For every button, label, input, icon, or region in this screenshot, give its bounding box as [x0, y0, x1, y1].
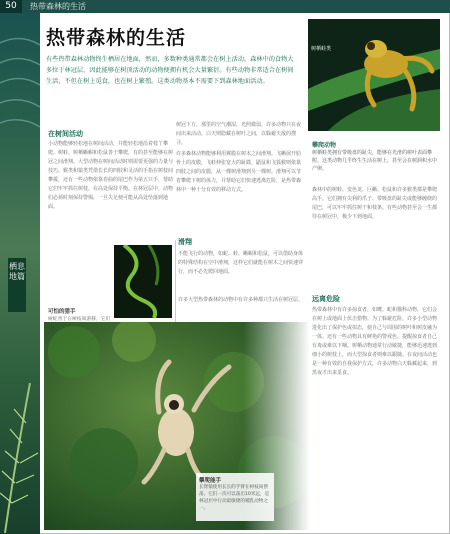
snake-icon [114, 245, 172, 318]
tree-frog-icon [308, 19, 440, 131]
header-section-title: 热带森林的生活 [30, 2, 86, 11]
section-text-climbing: 森林中的树蛙、变色龙、巨蜥、松鼠和许多猴类都是攀爬高手。它们拥有尖利的爪子、带吸盘的趾尖或能够缠绕的尾巴，可以牢牢抓住树干和枝条。有些动物甚至会一生都待在树冠中，极少下到地面。 [312, 187, 438, 220]
page-number: 50 [0, 0, 22, 13]
snake-caption: 树蛇善于在树枝间游移，它们 [48, 317, 111, 322]
water-texture-icon [0, 23, 40, 143]
frog-caption-title: 攀爬动物 [312, 142, 337, 149]
frog-photo-label: 树栖蛙类 [311, 46, 332, 52]
section-heading-gliding: 滑翔 [178, 238, 192, 246]
section-heading-danger: 远离危险 [312, 295, 340, 303]
page-header [0, 0, 450, 13]
gibbon-caption-box [196, 473, 274, 521]
section-text-danger: 热带森林中有许多掠食者，如鹰、蛇和猫科动物，它们会在树上或地面上伏击猎物。为了躲避危险，许多小型动物进化出了保护色或拟态，使自己与周围的树叶和树皮融为一体。还有一些动物具有鲜艳的警戒色，提醒掠食者自己有毒或难以下咽。树栖动物通常行动敏捷，能够迅速逃到细小的树枝上，而大型掠食者则难以跟随。在夜间活动也是一种有效的自我保护方式，许多动物白天躲藏起来，到黑夜才出来觅食。 [312, 307, 438, 376]
sidebar-section-tab: 栖息地篇 [8, 258, 26, 312]
section-heading-arboreal: 在树间活动 [48, 130, 83, 138]
fern-leaves-icon [0, 343, 40, 533]
section-text-gliding: 不能飞行的动物，如蛇、蛙、蜥蜴和松鼠，可以借助身体的特殊结构在空中滑翔，这样它们就能在树木之间快速穿行，而不必先爬回地面。 [178, 251, 304, 275]
frog-caption: 树栖蛙类拥有带吸盘的趾尖，能够在光滑的树叶表面攀附。这类动物几乎终生生活在树上，甚至会在树洞积水中产卵。 [312, 150, 438, 172]
mid-text-top: 树冠下方，那里的空气潮湿，光照微弱。许多动物只在夜间出来活动，白天则隐藏在树叶之间，以躲避天敌的搜寻。 [176, 122, 302, 146]
article-intro: 有些热带森林动物终生栖居在地面，然而，多数种类通常都会在树上活动。森林中的食物大多位于林冠层，因此能够在树顶活动的动物便拥有机会大量繁衍。有些动物非常适合在树间生活，不但在树上觅食，也在树上繁殖。这类动物基本不需要下到森林地面活动。 [46, 56, 294, 85]
tree-frog-photo [308, 19, 440, 131]
tree-snake-photo [114, 245, 172, 318]
sidebar-photo-strip [0, 13, 40, 534]
mid-text-bottom: 许多大型热带森林的动物中有许多种都只生活在树冠层。 [178, 297, 304, 303]
gibbon-caption-title: 攀爬能手 [199, 478, 222, 484]
gibbon-caption: 长臂猿使用长长的手臂在树枝间摆荡，它们一次可以荡出10米远，是林冠层中行动最敏捷的哺乳动物之一。 [199, 485, 270, 511]
section-text-arboreal: 小动物能够轻松地在树间活动，并能轻松地沿着枝丫攀爬。树蛙、树栖蜥蜴和松鼠善于攀爬，有的甚至能够在树冠之间滑翔。大型动物在树间活动时则需要更强的力量与技巧。猴类和猿类凭借长长的四肢和灵活的手指在树枝间攀援，还有一些动物依靠卷曲的尾巴作为第五只手，帮助它们牢牢抓住树枝，在高处保持平衡。在林冠层中，动物们必须时刻保持警惕，一旦失足便可能从高处坠落到地面。 [48, 141, 174, 210]
snake-caption-title: 可怕的猎手 [48, 309, 76, 315]
mid-text-main: 许多森林动物能够利用翼膜在树木之间滑翔。飞蜥展开肋骨上的皮膜，飞蛙伸张宽大的趾蹼，鼯鼠和飞狐猴则依靠四肢之间的皮膜，从一棵树滑翔到另一棵树。滑翔可以节省攀爬下树的体力，并帮助它们快速逃离危险，是热带森林中一种十分有效的移动方式。 [176, 151, 302, 193]
column-divider [175, 240, 176, 325]
article-title: 热带森林的生活 [46, 27, 187, 49]
